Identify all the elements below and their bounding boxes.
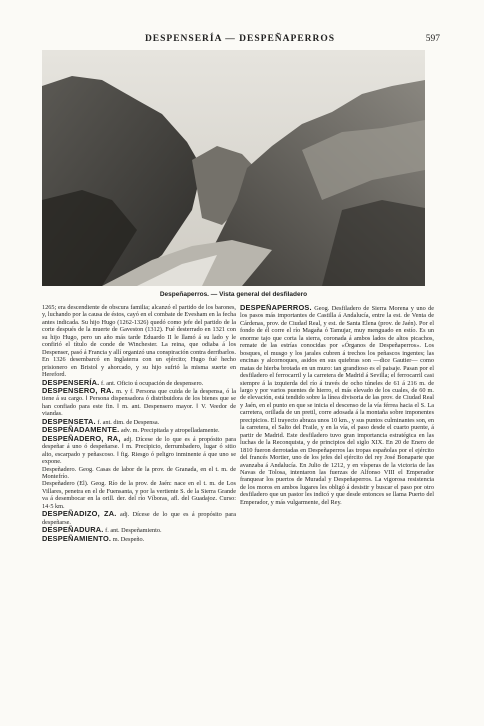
entry-headword: DESPENSERÍA. (42, 377, 100, 387)
dictionary-entry (42, 466, 236, 481)
entry-definition: adv. m. Precipitada y atropelladamente. (120, 427, 220, 435)
dictionary-entry (42, 387, 236, 418)
entry-definition: f. ant. Despeñamiento. (105, 527, 162, 535)
running-header (40, 34, 440, 46)
entry-headword: DESPENSETA. (42, 416, 96, 426)
entry-definition: f. ant. Oficio ú ocupación de despensero. (101, 379, 204, 387)
entry-definition: m. Despeño. (112, 535, 145, 543)
entry-headword: DESPEÑADURA. (42, 525, 104, 535)
entry-definition: m. y f. Persona que cuida de la despensa, ó la tiene á su cargo. ‖ Persona dispensadora ó distribuidora de los bienes que se han confiado para este fin. ‖ m. ant. Despensero mayor. ‖ V. Veedor de viandas. (42, 387, 236, 418)
entry-definition: Despeñadero (El). Geog. Río de la prov. de Jaén: nace en el t. m. de Los Villares, penetra en el de Fuensanta, y por la vertiente S. de la Sierra Grande va á desembocar en la orill. der. del río Víboras, afl. del Guadajoz. Curso: 14·5 km. (42, 480, 236, 510)
gorge-illustration (42, 50, 425, 286)
figure-caption: Despeñaperros. — Vista general del desfiladero (159, 291, 308, 298)
entry-definition: Geog. Desfiladero de Sierra Morena y uno de los pasos más importantes de Castilla á Andalucía, entre la est. de Venta de Cárdenas, prov. de Ciudad Real, y est. de Santa Elena (prov. de Jaén). Por el fondo de él corre el río Magaña ó Tamujar, muy menguado en estío. Es un enorme tajo que corta la sierra, coronada á ambos lados de altos picachos, remate de las estrías conocidas por «Órganos de Despeñaperros». Los bosques, el musgo y los jarales cubren á trechos los peñascos ingentes; las encinas y alcornoques, asidos en sus quiebras son —dice Gautier— como matas de hierba brotada en un muro: tan grandioso es el paisaje. Pasan por el desfiladero el ferrocarril y la carretera de Madrid á Sevilla; el ferrocarril casi siempre á la izquierda del río á través de ocho túneles de 61 á 216 m. de largo y por varios puentes de hierro, el más elevado de los cuales, de 60 m. de elevación, está tendido sobre la línea divisoria de las prov. de Ciudad Real y Jaén, en el punto en que se inicia el descenso de la vía férrea hacia el S. La carretera, orillada de un pretil, corre adosada á la montaña sobre imponentes precipicios. El trayecto abraza unos 10 km., y sus puntos culminantes son, en la carretera, el Salto del Fraile, y en la vía, el paso desde el cuarto puente, á partir de Madrid. Este desfiladero tuvo gran importancia estratégica en las luchas de la Reconquista, y de principios del siglo XIX. En 20 de Enero de 1810 fueron derrotadas en Despeñaperros las tropas españolas por el ejército del francés Mortier, uno de los jefes del ejército del rey José Bonaparte que avanzaba á Andalucía. En Julio de 1212, y en vísperas de la victoria de las Navas de Tolosa, intentaron las fuerzas de Alfonso VIII el Emperador franquear los puertos de Muradal y Despeñaperros. La vigorosa resistencia de los moros en ambos lugares les obligó á desistir y buscar el paso por otro desfiladero que un pastor les indicó y que desde entonces se llama Puerto del Emperador, y más vulgarmente, del Rey. (240, 305, 434, 506)
dictionary-entry (42, 304, 236, 379)
dictionary-entry (42, 535, 236, 543)
dictionary-entry (42, 435, 236, 466)
dictionary-entry (42, 480, 236, 510)
entry-definition: 1265; era descendiente de obscura familia; alcanzó el partido de los barones, y, luchando por la causa de éstos, cayó en el combate de Evesham en la fecha antes indicada. Su hijo Hugo (1262-1326) quedó como jefe del partido de la corte después de la muerte de Gaveston (1312). Fué desterrado en 1321 con su hijo Hugo, pero un año más tarde Eduardo II le llamó á su lado y le confirió el título de conde de Winchester. La reina, que odiaba á los Despenser, pasó á Francia y allí organizó una conspiración contra derribarlos. En 1326 desembarcó en Inglaterra con un ejército; Hugo fué hecho prisionero en Bristol y ahorcado, y su hijo sufrió la misma suerte en Hereford. (42, 304, 236, 379)
entry-headword: DESPEÑAMIENTO. (42, 533, 112, 543)
landscape-photo (42, 50, 425, 286)
running-title: DESPENSERÍA — DESPEÑAPERROS (144, 34, 336, 44)
entry-definition: adj. Dícese de lo que es á propósito para despeñar á uno ó despeñarse. ‖ m. Precipicio, derrumbadero, lugar ó sitio alto, escarpado y peñascoso. ‖ fig. Riesgo ó peligro inminente á que uno se expone. (42, 435, 236, 466)
entry-headword: DESPEÑAPERROS. (240, 304, 312, 312)
entry-headword: DESPENSERO, RA. (42, 385, 114, 395)
entry-definition: Despeñadero. Geog. Casas de labor de la prov. de Granada, en el t. m. de Montefrío. (42, 465, 236, 480)
left-column (42, 304, 236, 716)
entry-definition: f. ant. dim. de Despensa. (97, 418, 160, 426)
dictionary-entry (240, 304, 434, 506)
dictionary-entry (42, 510, 236, 526)
entry-headword: DESPEÑADAMENTE. (42, 425, 120, 435)
entry-headword: DESPEÑADERO, RA, (42, 433, 121, 443)
page-number: 597 (425, 34, 440, 44)
entry-definition: adj. Dícese de lo que es á propósito para despeñarse. (42, 511, 236, 526)
right-column (240, 304, 434, 716)
entry-headword: DESPEÑADIZO, ZA. (42, 509, 117, 519)
